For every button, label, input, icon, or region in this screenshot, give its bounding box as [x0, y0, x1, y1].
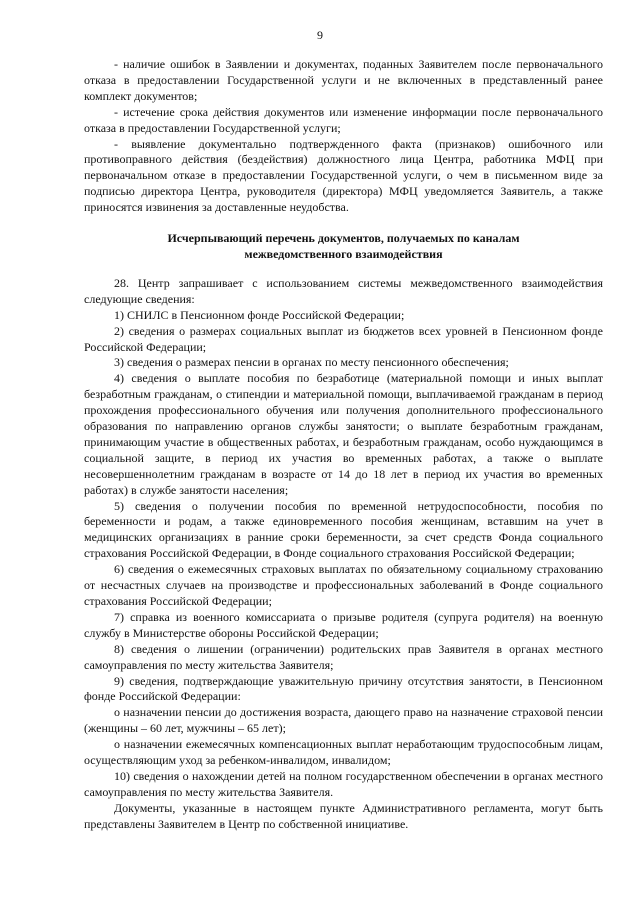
- list-item: 10) сведения о нахождении детей на полном государственном обеспечении в органах местного самоуправления по месту жительства Заявителя.: [84, 768, 603, 799]
- list-item: 1) СНИЛС в Пенсионном фонде Российской Федерации;: [114, 307, 405, 322]
- list-item: 2) сведения о размерах социальных выплат из бюджетов всех уровней в Пенсионном фонде Российской Федерации;: [84, 323, 603, 354]
- section-28-intro: 28. Центр запрашивает с использованием системы межведомственного взаимодействия следующие сведения:: [84, 275, 603, 306]
- paragraph-violation: - выявление документально подтвержденного факта (признаков) ошибочного или противоправного действия (бездействия) должностного лица Центра, работника МФЦ при первоначальном отказе в предоставлении Государственной услуги, о чем в письменном виде за подписью директора Центра, руководителя (директора) МФЦ уведомляется Заявитель, а также приносятся извинения за доставленные неудобства.: [84, 136, 603, 215]
- list-item: 4) сведения о выплате пособия по безработице (материальной помощи и иных выплат безработным гражданам, о стипендии и материальной помощи, выплачиваемой гражданам в период прохождения профессионального обучения или получения дополнительного профессионального образования по направлению органов службы занятости; о выплате безработным гражданам, принимающим участие в общественных работах, и безработным гражданам, особо нуждающимся в социальной защите, в период их участия во временных работах, а также о выплате несовершеннолетним гражданам в возрасте от 14 до 18 лет в период их участия во временных работах) в службе занятости населения;: [84, 371, 603, 497]
- section-heading: Исчерпывающий перечень документов, получаемых по каналам межведомственного взаимодействия: [167, 231, 520, 261]
- list-item: 5) сведения о получении пособия по временной нетрудоспособности, пособия по беременности и родам, а также единовременного пособия женщинам, вставшим на учет в медицинских организациях в ранние сроки беременности, за счет средств Фонда социального страхования Российской Федерации, в Фонде социального страхования Российской Федерации;: [84, 498, 603, 561]
- document-body: [84, 57, 603, 833]
- list-item: 3) сведения о размерах пенсии в органах по месту пенсионного обеспечения;: [114, 355, 509, 370]
- section-28-closing: Документы, указанные в настоящем пункте Административного регламента, могут быть представлены Заявителем в Центр по собственной инициативе.: [84, 800, 603, 831]
- list-subitem: о назначении ежемесячных компенсационных выплат неработающим трудоспособным лицам, осуществляющим уход за ребенком-инвалидом, инвалидом;: [84, 737, 603, 768]
- list-subitem: о назначении пенсии до достижения возраста, дающего право на назначение страховой пенсии (женщины – 60 лет, мужчины – 65 лет);: [84, 705, 603, 736]
- list-item: 8) сведения о лишении (ограничении) родительских прав Заявителя в органах местного самоуправления по месту жительства Заявителя;: [84, 641, 603, 672]
- paragraph-errors: - наличие ошибок в Заявлении и документах, поданных Заявителем после первоначального отказа в предоставлении Государственной услуги и не включенных в представленный ранее комплект документов;: [84, 57, 603, 103]
- list-item: 7) справка из военного комиссариата о призыве родителя (супруга родителя) на военную службу в Министерстве обороны Российской Федерации;: [84, 609, 603, 640]
- paragraph-expiry: - истечение срока действия документов или изменение информации после первоначального отказа в предоставлении Государственной услуги;: [84, 104, 603, 135]
- page-number: 9: [317, 28, 323, 42]
- list-item: 6) сведения о ежемесячных страховых выплатах по обязательному социальному страхованию от несчастных случаев на производстве и профессиональных заболеваний в Фонде социального страхования Российской Федерации;: [84, 562, 603, 608]
- list-item: 9) сведения, подтверждающие уважительную причину отсутствия занятости, в Пенсионном фонде Российской Федерации:: [84, 673, 603, 704]
